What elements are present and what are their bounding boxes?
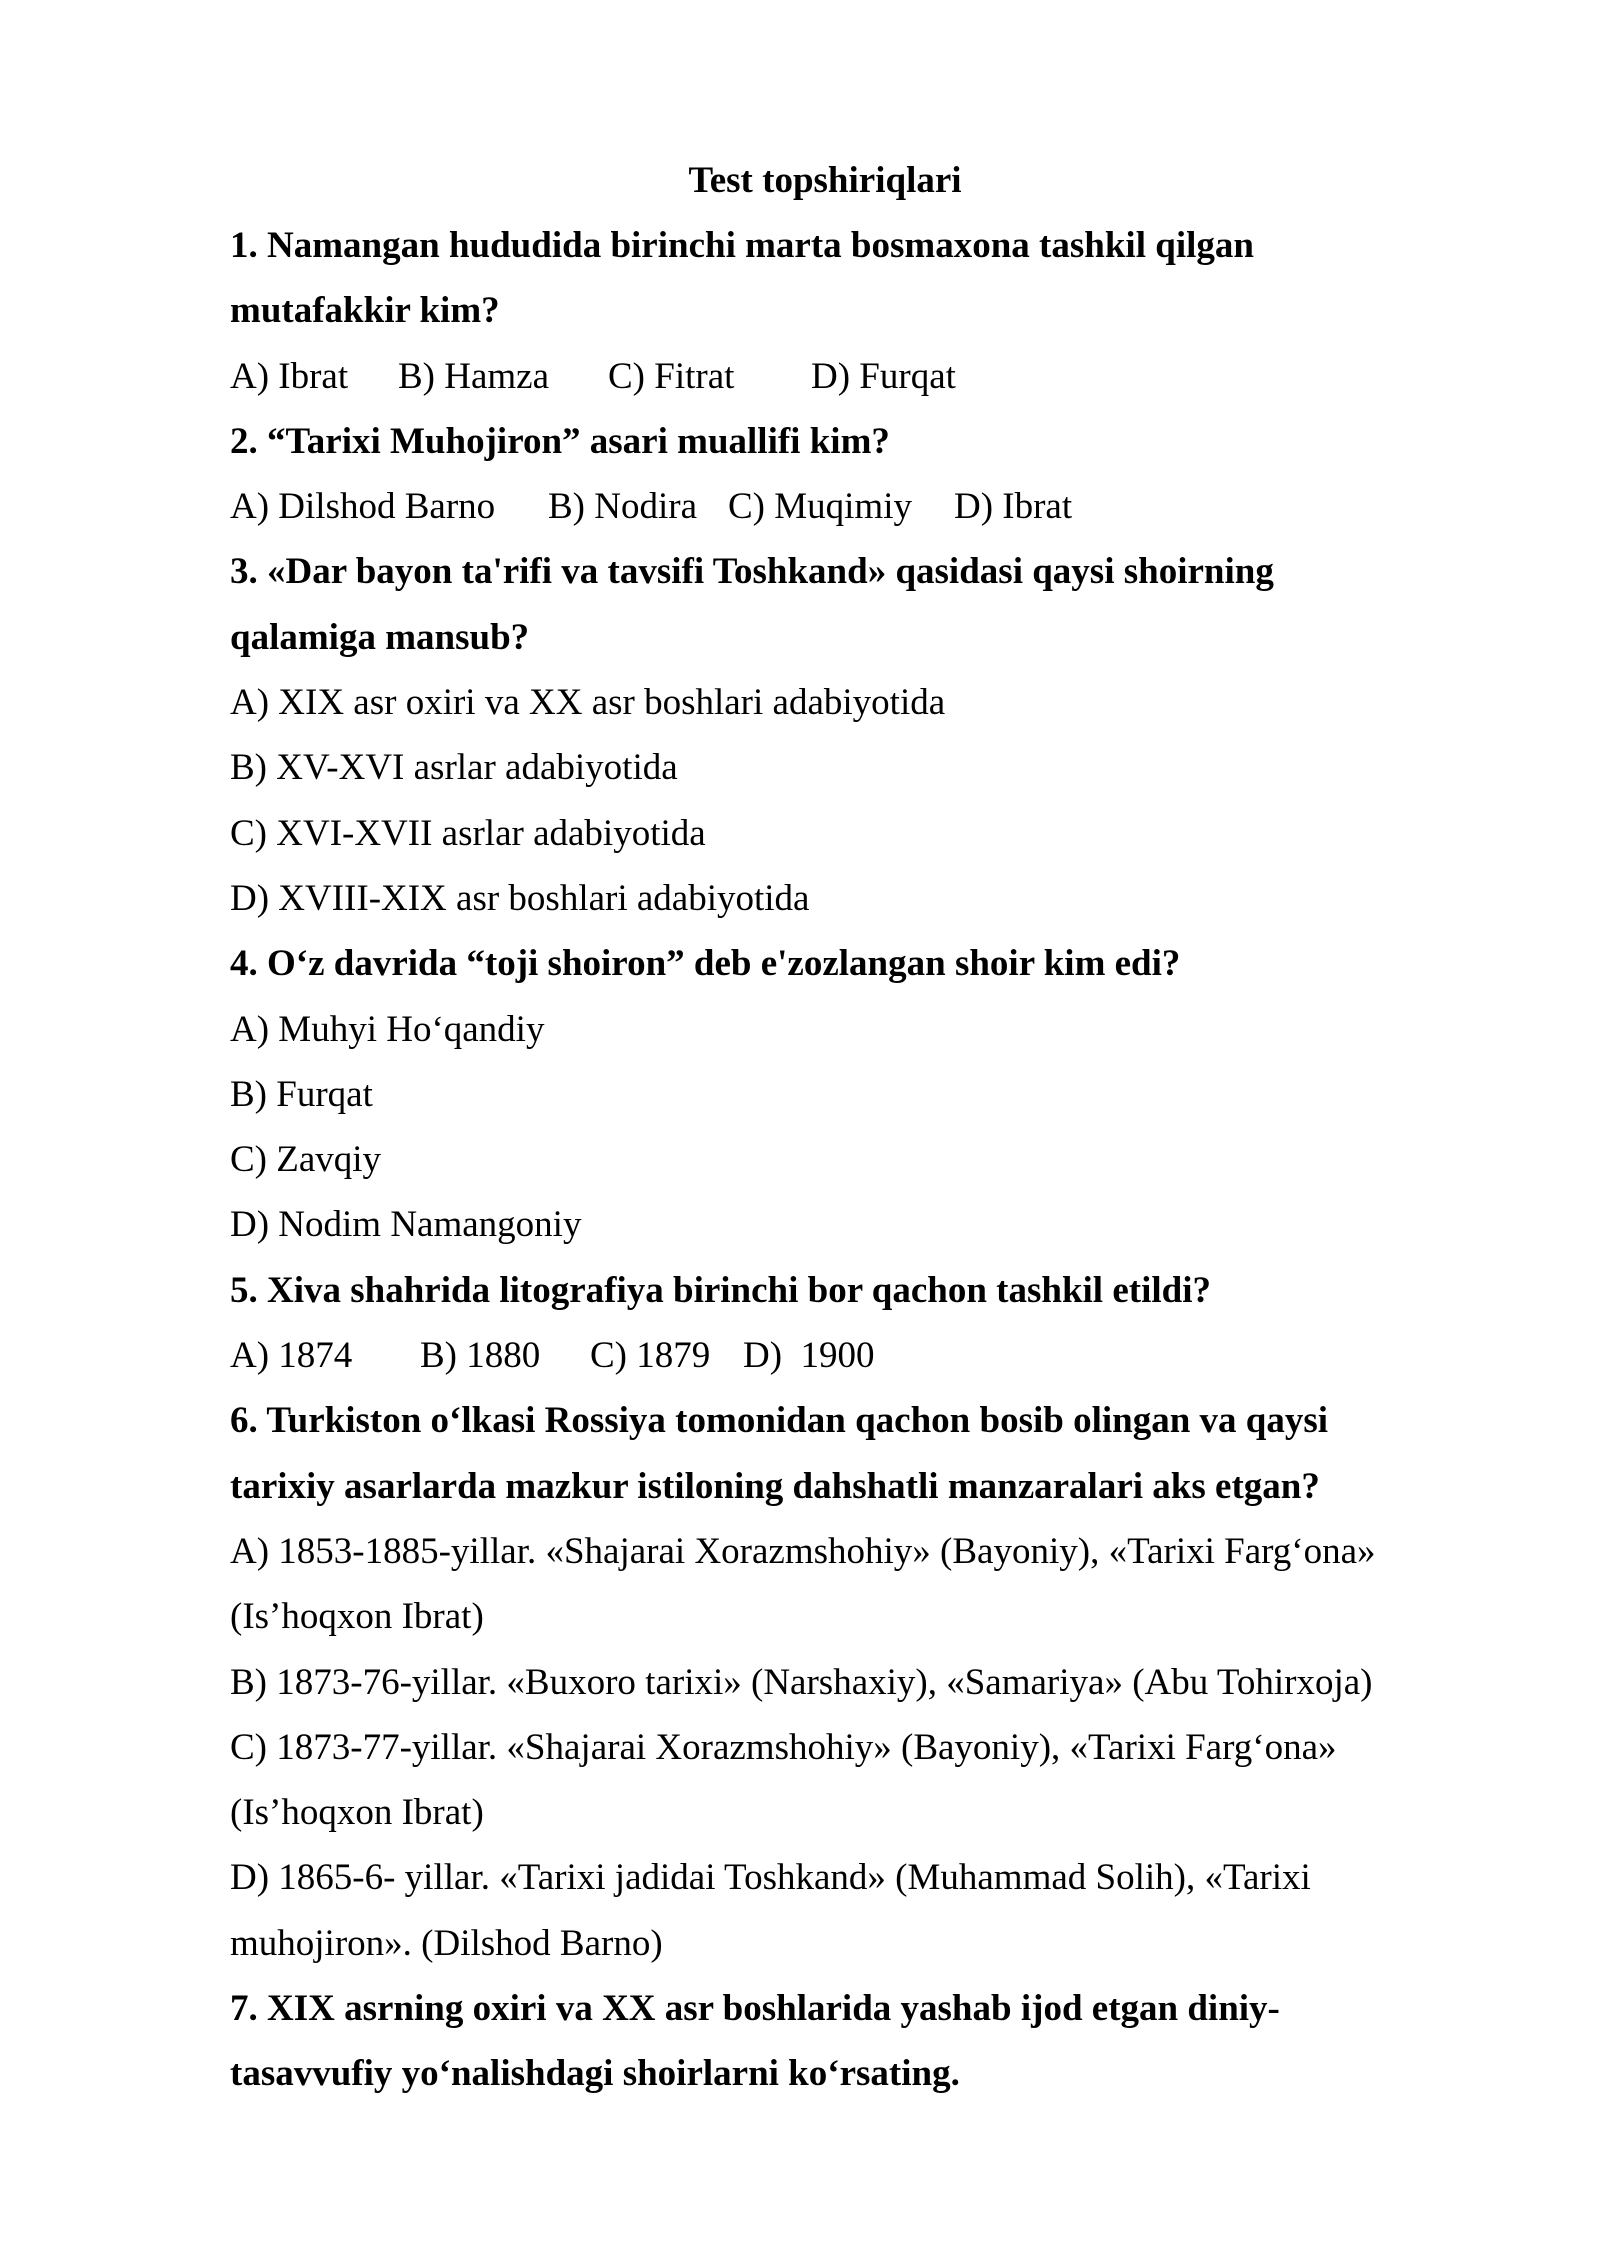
document-content [230,148,1420,2107]
question-6-option-d-line-1: D) 1865-6- yillar. «Tarixi jadidai Toshkand» (Muhammad Solih), «Tarixi [230,1857,1311,1899]
question-5-option-a: A) 1874 [230,1335,353,1377]
question-4-line-1: 4. O‘z davrida “toji shoiron” deb e'zozlangan shoir kim edi? [230,943,1181,985]
question-5-option-c: C) 1879 [590,1335,711,1377]
page-title: Test topshiriqlari [688,160,962,201]
question-1-option-c: C) Fitrat [608,355,735,397]
question-6-option-b: B) 1873-76-yillar. «Buxoro tarixi» (Narshaxiy), «Samariya» (Abu Tohirxoja) [230,1661,1373,1703]
question-2-option-d: D) Ibrat [954,486,1073,528]
question-6-option-a-line-2: (Is’hoqxon Ibrat) [230,1596,484,1638]
question-7-line-1: 7. XIX asrning oxiri va XX asr boshlarida yashab ijod etgan diniy- [230,1988,1280,2030]
question-4-option-d: D) Nodim Namangoniy [230,1204,582,1246]
question-3-line-1: 3. «Dar bayon ta'rifi va tavsifi Toshkand» qasidasi qaysi shoirning [230,551,1274,593]
question-5-options [230,1323,1420,1388]
question-6-option-c-line-1: C) 1873-77-yillar. «Shajarai Xorazmshohiy» (Bayoniy), «Tarixi Farg‘ona» [230,1726,1337,1768]
question-6-line-1: 6. Turkiston o‘lkasi Rossiya tomonidan qachon bosib olingan va qaysi [230,1400,1329,1442]
question-2-option-b: B) Nodira [548,486,697,528]
question-4-option-c: C) Zavqiy [230,1139,382,1181]
question-5-option-b: B) 1880 [420,1335,541,1377]
question-4-option-a: A) Muhyi Ho‘qandiy [230,1008,545,1050]
question-2-option-c: C) Muqimiy [728,486,912,528]
question-2-option-a: A) Dilshod Barno [230,486,496,528]
question-1-line-2: mutafakkir kim? [230,290,500,332]
question-1-line-1: 1. Namangan hududida birinchi marta bosmaxona tashkil qilgan [230,225,1254,266]
question-3-line-2: qalamiga mansub? [230,616,530,658]
question-6-option-d-line-2: muhojiron». (Dilshod Barno) [230,1922,663,1964]
question-3-option-d: D) XVIII-XIX asr boshlari adabiyotida [230,877,810,919]
question-1-option-b: B) Hamza [398,355,550,397]
question-6-line-2: tarixiy asarlarda mazkur istiloning dahshatli manzaralari aks etgan? [230,1465,1320,1507]
question-7-line-2: tasavvufiy yo‘nalishdagi shoirlarni ko‘rsating. [230,2053,960,2095]
question-6-option-a-line-1: A) 1853-1885-yillar. «Shajarai Xorazmshohiy» (Bayoniy), «Tarixi Farg‘ona» [230,1530,1376,1572]
question-1-option-d: D) Furqat [811,355,956,397]
question-6-option-c-line-2: (Is’hoqxon Ibrat) [230,1792,484,1834]
question-3-option-b: B) XV-XVI asrlar adabiyotida [230,747,678,789]
question-1-options [230,344,1420,409]
question-2-options [230,474,1420,539]
question-1-option-a: A) Ibrat [230,355,349,397]
question-3-option-c: C) XVI-XVII asrlar adabiyotida [230,812,706,854]
question-4-option-b: B) Furqat [230,1073,373,1115]
question-5-line-1: 5. Xiva shahrida litografiya birinchi bor qachon tashkil etildi? [230,1269,1211,1311]
question-5-option-d: D) 1900 [743,1335,875,1377]
question-3-option-a: A) XIX asr oxiri va XX asr boshlari adabiyotida [230,682,946,724]
question-2-line-1: 2. “Tarixi Muhojiron” asari muallifi kim? [230,420,890,462]
